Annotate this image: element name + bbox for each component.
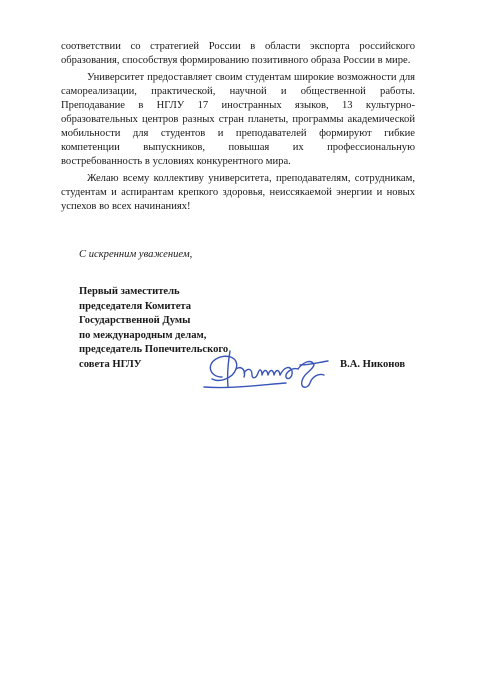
signatory-line-3: Государственной Думы: [79, 315, 191, 327]
closing-phrase: С искренним уважением,: [79, 249, 193, 260]
signatory-line-4: по международным делам,: [79, 329, 207, 341]
paragraph-3: Желаю всему коллективу университета, преподавателям, сотрудникам, студентам и аспирантам крепкого здоровья, неиссякаемой энергии и новых успехов во всех начинаниях!: [61, 173, 415, 212]
signatory-line-1: Первый заместитель: [79, 286, 180, 297]
signatory-line-2: председателя Комитета: [79, 300, 192, 312]
letter-body: [61, 40, 415, 217]
signatory-line-5: председатель Попечительского: [79, 344, 229, 356]
paragraph-1: соответствии со стратегией России в области экспорта российского образования, способствуя формированию позитивного образа России в мире.: [61, 41, 415, 66]
handwritten-signature: [200, 343, 335, 395]
signatory-line-6: совета НГЛУ: [79, 358, 142, 370]
signer-name: В.А. Никонов: [340, 359, 406, 370]
paragraph-2: Университет предоставляет своим студентам широкие возможности для самореализации, практической, научной и общественной работы. Преподавание в НГЛУ 17 иностранных языков, 13 культурно-образовательных центров разных стран планеты, программы академической мобильности для студентов и преподавателей формируют гибкие компетенции выпускников, повышая их профессиональную востребованность в условиях конкурентного мира.: [61, 72, 415, 167]
